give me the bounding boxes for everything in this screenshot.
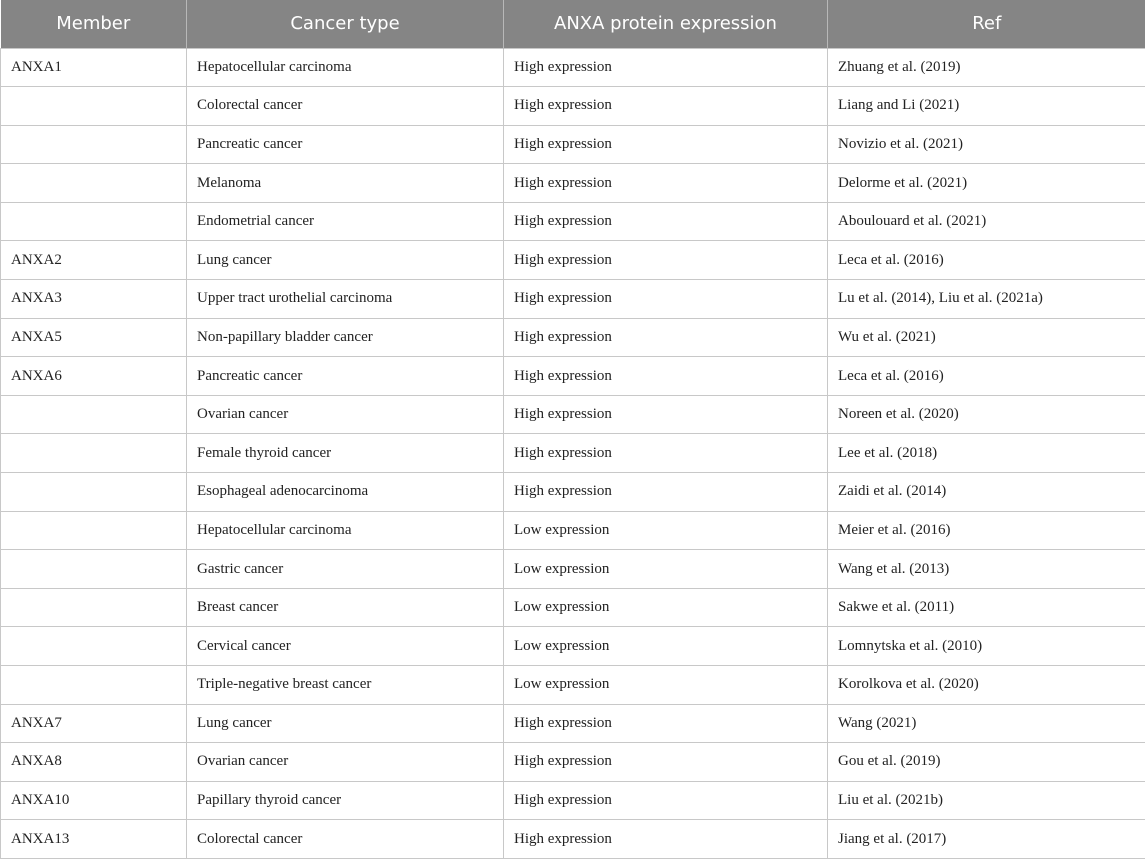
table-row	[1, 743, 1145, 782]
member-cell	[1, 511, 187, 550]
cancer-type-cell: Esophageal adenocarcinoma	[187, 473, 504, 512]
cancer-type-cell: Ovarian cancer	[187, 395, 504, 434]
cancer-type-cell: Cervical cancer	[187, 627, 504, 666]
table-row	[1, 511, 1145, 550]
expression-cell: High expression	[504, 743, 828, 782]
expression-cell: Low expression	[504, 627, 828, 666]
cancer-type-cell: Lung cancer	[187, 241, 504, 280]
ref-cell: Aboulouard et al. (2021)	[828, 202, 1145, 241]
table-row	[1, 588, 1145, 627]
cancer-type-cell: Colorectal cancer	[187, 87, 504, 126]
ref-cell: Zhuang et al. (2019)	[828, 48, 1145, 87]
ref-cell: Sakwe et al. (2011)	[828, 588, 1145, 627]
expression-cell: High expression	[504, 241, 828, 280]
ref-cell: Wu et al. (2021)	[828, 318, 1145, 357]
expression-cell: High expression	[504, 395, 828, 434]
member-cell	[1, 87, 187, 126]
table-row	[1, 550, 1145, 589]
member-cell	[1, 395, 187, 434]
ref-cell: Novizio et al. (2021)	[828, 125, 1145, 164]
table-row	[1, 280, 1145, 319]
member-cell: ANXA1	[1, 48, 187, 87]
ref-cell: Meier et al. (2016)	[828, 511, 1145, 550]
cancer-type-cell: Female thyroid cancer	[187, 434, 504, 473]
ref-cell: Korolkova et al. (2020)	[828, 666, 1145, 705]
cancer-type-cell: Upper tract urothelial carcinoma	[187, 280, 504, 319]
cancer-type-cell: Colorectal cancer	[187, 820, 504, 859]
expression-cell: Low expression	[504, 588, 828, 627]
ref-cell: Liang and Li (2021)	[828, 87, 1145, 126]
member-cell: ANXA7	[1, 704, 187, 743]
cancer-type-cell: Papillary thyroid cancer	[187, 781, 504, 820]
table-row	[1, 395, 1145, 434]
header-protein-expression: ANXA protein expression	[504, 0, 828, 48]
member-cell: ANXA13	[1, 820, 187, 859]
ref-cell: Gou et al. (2019)	[828, 743, 1145, 782]
table-row	[1, 164, 1145, 203]
member-cell	[1, 627, 187, 666]
member-cell	[1, 164, 187, 203]
table-row	[1, 704, 1145, 743]
member-cell	[1, 125, 187, 164]
cancer-type-cell: Endometrial cancer	[187, 202, 504, 241]
cancer-type-cell: Gastric cancer	[187, 550, 504, 589]
table-row	[1, 48, 1145, 87]
expression-cell: High expression	[504, 434, 828, 473]
ref-cell: Leca et al. (2016)	[828, 357, 1145, 396]
cancer-type-cell: Lung cancer	[187, 704, 504, 743]
table-row	[1, 627, 1145, 666]
expression-cell: High expression	[504, 125, 828, 164]
header-row	[1, 0, 1145, 48]
cancer-type-cell: Non-papillary bladder cancer	[187, 318, 504, 357]
cancer-type-cell: Breast cancer	[187, 588, 504, 627]
member-cell: ANXA6	[1, 357, 187, 396]
expression-cell: High expression	[504, 202, 828, 241]
cancer-type-cell: Pancreatic cancer	[187, 357, 504, 396]
member-cell: ANXA8	[1, 743, 187, 782]
member-cell	[1, 666, 187, 705]
expression-cell: High expression	[504, 820, 828, 859]
member-cell	[1, 550, 187, 589]
expression-cell: High expression	[504, 473, 828, 512]
expression-cell: High expression	[504, 781, 828, 820]
table-row	[1, 820, 1145, 859]
expression-cell: Low expression	[504, 666, 828, 705]
table-row	[1, 202, 1145, 241]
cancer-type-cell: Ovarian cancer	[187, 743, 504, 782]
table-row	[1, 781, 1145, 820]
header-ref: Ref	[828, 0, 1145, 48]
expression-cell: High expression	[504, 357, 828, 396]
table-row	[1, 434, 1145, 473]
member-cell: ANXA3	[1, 280, 187, 319]
table-row	[1, 318, 1145, 357]
ref-cell: Noreen et al. (2020)	[828, 395, 1145, 434]
ref-cell: Lu et al. (2014), Liu et al. (2021a)	[828, 280, 1145, 319]
ref-cell: Wang (2021)	[828, 704, 1145, 743]
ref-cell: Zaidi et al. (2014)	[828, 473, 1145, 512]
table-body	[1, 48, 1145, 858]
expression-cell: Low expression	[504, 550, 828, 589]
expression-cell: High expression	[504, 318, 828, 357]
table-row	[1, 473, 1145, 512]
expression-cell: High expression	[504, 87, 828, 126]
expression-cell: High expression	[504, 164, 828, 203]
expression-cell: High expression	[504, 48, 828, 87]
table-row	[1, 87, 1145, 126]
expression-cell: High expression	[504, 704, 828, 743]
table-row	[1, 125, 1145, 164]
member-cell	[1, 434, 187, 473]
expression-cell: Low expression	[504, 511, 828, 550]
ref-cell: Jiang et al. (2017)	[828, 820, 1145, 859]
ref-cell: Liu et al. (2021b)	[828, 781, 1145, 820]
cancer-type-cell: Hepatocellular carcinoma	[187, 511, 504, 550]
member-cell: ANXA10	[1, 781, 187, 820]
ref-cell: Leca et al. (2016)	[828, 241, 1145, 280]
cancer-type-cell: Triple-negative breast cancer	[187, 666, 504, 705]
member-cell	[1, 588, 187, 627]
member-cell	[1, 202, 187, 241]
table-row	[1, 357, 1145, 396]
header-cancer-type: Cancer type	[187, 0, 504, 48]
cancer-type-cell: Pancreatic cancer	[187, 125, 504, 164]
expression-cell: High expression	[504, 280, 828, 319]
table-row	[1, 666, 1145, 705]
header-member: Member	[1, 0, 187, 48]
ref-cell: Wang et al. (2013)	[828, 550, 1145, 589]
ref-cell: Lee et al. (2018)	[828, 434, 1145, 473]
cancer-type-cell: Melanoma	[187, 164, 504, 203]
member-cell	[1, 473, 187, 512]
cancer-type-cell: Hepatocellular carcinoma	[187, 48, 504, 87]
member-cell: ANXA5	[1, 318, 187, 357]
table-row	[1, 241, 1145, 280]
member-cell: ANXA2	[1, 241, 187, 280]
ref-cell: Delorme et al. (2021)	[828, 164, 1145, 203]
ref-cell: Lomnytska et al. (2010)	[828, 627, 1145, 666]
